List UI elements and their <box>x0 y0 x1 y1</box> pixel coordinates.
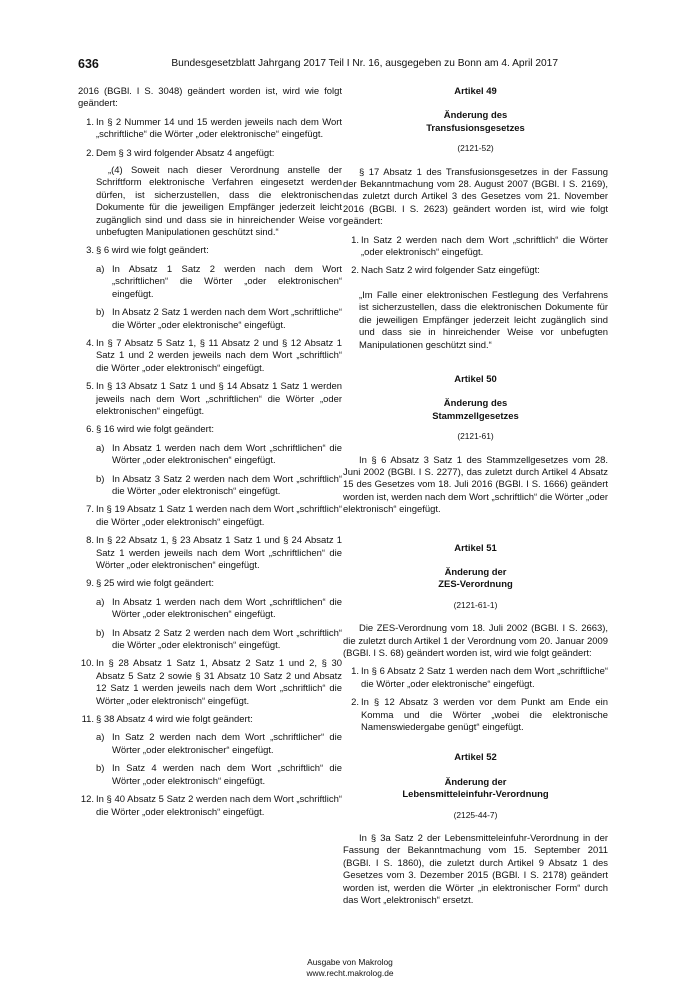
sub-item <box>96 264 342 301</box>
article-51 <box>343 543 608 735</box>
article-code: (2125-44-7) <box>453 809 498 820</box>
list-item <box>78 424 342 498</box>
list-item <box>78 338 342 375</box>
item-number: 11. <box>81 714 94 726</box>
item-number: 1. <box>351 666 359 678</box>
list-item <box>343 235 608 260</box>
sub-item-text: In Satz 2 werden nach dem Wort „schriftlicher“ die Wörter „oder elektronischer“ eingefügt. <box>112 732 342 756</box>
article-heading: Artikel 51 <box>454 542 497 554</box>
sub-item-letter: a) <box>96 442 105 454</box>
article-intro: Die ZES-Verordnung vom 18. Juli 2002 (BGBl. I S. 2663), die zuletzt durch Artikel 1 der Verordnung vom 20. Januar 2009 (BGBl. I S. 68) geändert worden ist, wird wie folgt geändert: <box>343 623 608 659</box>
item-number: 4. <box>86 337 94 349</box>
item-number: 8. <box>86 535 94 547</box>
item-text: Nach Satz 2 wird folgender Satz eingefügt: <box>361 265 540 277</box>
item-text: In § 22 Absatz 1, § 23 Absatz 1 Satz 1 und § 24 Absatz 1 Satz 1 werden jeweils nach dem Wort „schriftlichen“ die Wörter „oder elektronischen“ eingefügt. <box>96 535 342 571</box>
list-item <box>78 794 342 819</box>
sub-item-text: In Satz 4 werden nach dem Wort „schriftlich“ die Wörter „oder elektronisch“ eingefügt. <box>112 763 342 787</box>
sub-item-letter: a) <box>96 263 105 275</box>
article-50 <box>343 374 608 517</box>
sub-item <box>96 474 342 499</box>
item-text: Dem § 3 wird folgender Absatz 4 angefügt: <box>96 147 275 159</box>
article-title-line: Änderung der <box>444 566 507 578</box>
sub-item <box>96 597 342 622</box>
sub-item <box>96 732 342 757</box>
article-intro: In § 3a Satz 2 der Lebensmitteleinfuhr-Verordnung in der Fassung der Bekanntmachung vom 15. September 2011 (BGBl. I S. 1860), die zuletzt durch Artikel 9 Absatz 1 des Gesetzes vom 3. Dezember 2015 (BGBl. I S. 2178) geändert worden ist, werden die Wörter „in elektronischer Form“ durch das Wort „elektronisch“ ersetzt. <box>343 833 608 907</box>
sub-item <box>96 307 342 332</box>
item-text: § 25 wird wie folgt geändert: <box>96 578 215 590</box>
list-item <box>78 714 342 788</box>
article-heading: Artikel 50 <box>454 373 497 385</box>
list-item <box>343 697 608 734</box>
sub-item-letter: b) <box>96 473 105 485</box>
page-header <box>78 57 558 75</box>
sub-item-letter: b) <box>96 627 105 639</box>
list-item <box>78 535 342 572</box>
article-code: (2121-52) <box>457 143 494 154</box>
article-code: (2121-61-1) <box>453 599 498 610</box>
page-number: 636 <box>78 57 99 71</box>
quoted-text: „(4) Soweit nach dieser Verordnung anstelle der Schriftform elektronische Verfahren eingesetzt werden dürfen, ist sicherzustellen, dass die elektronischen Dokumente für die jeweiligen Empfänger jederzeit leicht zugänglich sind und dass sie in hinreichender Weise vor unbefugten Manipulationen geschützt sind.“ <box>96 165 342 239</box>
article-title-line: Änderung des <box>443 110 508 122</box>
item-number: 1. <box>351 234 359 246</box>
item-number: 9. <box>86 578 94 590</box>
quoted-text: „Im Falle einer elektronischen Festlegung des Verfahrens ist sicherzustellen, dass die elektronischen Dokumente für die jeweiligen Empfänger jederzeit leicht zugänglich sind und dass sie in hinreichender Weise vor unbefugten Manipulationen geschützt sind.“ <box>359 289 608 351</box>
item-text: In § 12 Absatz 3 werden vor dem Punkt am Ende ein Komma und die Wörter „wobei die elektronische Namenswiedergabe genügt“ eingefügt. <box>361 697 608 734</box>
item-number: 6. <box>86 424 94 436</box>
item-number: 5. <box>86 381 94 393</box>
item-text: In § 6 Absatz 2 Satz 1 werden nach dem Wort „schriftliche“ die Wörter „oder elektronische“ eingefügt. <box>361 666 608 690</box>
header-title: Bundesgesetzblatt Jahrgang 2017 Teil I Nr. 16, ausgegeben zu Bonn am 4. April 2017 <box>171 58 558 69</box>
footer-url: www.recht.makrolog.de <box>306 967 394 978</box>
list-item <box>78 117 342 142</box>
intro-paragraph: 2016 (BGBl. I S. 3048) geändert worden ist, wird wie folgt geändert: <box>78 86 342 110</box>
article-code: (2121-61) <box>457 431 494 442</box>
list-item <box>78 658 342 708</box>
article-title-line: Änderung des <box>443 398 508 410</box>
item-text: In § 28 Absatz 1 Satz 1, Absatz 2 Satz 1 und 2, § 30 Absatz 5 Satz 2 sowie § 31 Absatz 10 Satz 2 und Absatz 12 Satz 1 werden jeweils nach dem Wort „schriftlich“ die Wörter „oder elektronisch“ eingefügt. <box>96 658 342 707</box>
article-intro: In § 6 Absatz 3 Satz 1 des Stammzellgesetzes vom 28. Juni 2002 (BGBl. I S. 2277), das zuletzt durch Artikel 4 Absatz 15 des Gesetzes vom 18. Juli 2016 (BGBl. I S. 1666) geändert worden ist, werden nach dem Wort „schriftlich“ die Wörter „oder elektronisch“ eingefügt. <box>343 454 608 516</box>
sub-item-letter: b) <box>96 307 105 319</box>
item-number: 10. <box>80 658 94 670</box>
footer-publisher: Ausgabe von Makrolog <box>307 957 393 967</box>
item-number: 2. <box>86 147 94 159</box>
sub-item-letter: a) <box>96 732 105 744</box>
list-item <box>343 265 608 277</box>
article-52 <box>343 752 608 907</box>
list-item <box>78 148 342 240</box>
sub-item-text: In Absatz 1 Satz 2 werden nach dem Wort „schriftlichen“ die Wörter „oder elektronischen“ eingefügt. <box>112 263 342 300</box>
item-number: 1. <box>86 116 94 128</box>
article-intro: § 17 Absatz 1 des Transfusionsgesetzes in der Fassung der Bekanntmachung vom 28. August 2007 (BGBl. I S. 2169), das zuletzt durch Artikel 3 des Gesetzes vom 21. November 2016 (BGBl. I S. 2623) geändert worden ist, wird wie folgt geändert: <box>343 166 608 228</box>
article-49 <box>343 86 608 352</box>
article-heading: Artikel 52 <box>454 752 497 764</box>
sub-item-letter: b) <box>96 763 105 775</box>
right-column <box>343 86 608 916</box>
item-text: In § 19 Absatz 1 Satz 1 werden nach dem Wort „schriftlich“ die Wörter „oder elektronisch“ eingefügt. <box>96 504 342 528</box>
list-item <box>78 245 342 331</box>
list-item <box>78 504 342 529</box>
sub-item-text: In Absatz 2 Satz 1 werden nach dem Wort „schriftliche“ die Wörter „oder elektronische“ eingefügt. <box>112 307 342 331</box>
item-text: § 38 Absatz 4 wird wie folgt geändert: <box>96 714 253 726</box>
item-number: 7. <box>86 504 94 516</box>
item-number: 2. <box>351 265 359 277</box>
sub-item-text: In Absatz 3 Satz 2 werden nach dem Wort „schriftlich“ die Wörter „oder elektronisch“ eingefügt. <box>112 473 342 497</box>
list-item <box>78 578 342 652</box>
article-heading: Artikel 49 <box>454 86 497 97</box>
sub-item <box>96 443 342 468</box>
page-footer <box>0 957 700 978</box>
item-text: In Satz 2 werden nach dem Wort „schriftlich“ die Wörter „oder elektronisch“ eingefügt. <box>361 234 608 259</box>
item-text: In § 40 Absatz 5 Satz 2 werden nach dem Wort „schriftlich“ die Wörter „oder elektronisch“ eingefügt. <box>96 794 342 818</box>
article-title-line: ZES-Verordnung <box>438 579 513 591</box>
left-column <box>78 86 342 819</box>
item-number: 2. <box>351 697 359 709</box>
item-text: In § 13 Absatz 1 Satz 1 und § 14 Absatz 1 Satz 1 werden jeweils nach dem Wort „schriftlichen“ die Wörter „oder elektronischen“ eingefügt. <box>96 381 342 417</box>
item-text: § 6 wird wie folgt geändert: <box>96 245 209 257</box>
item-number: 12. <box>80 794 94 806</box>
item-text: § 16 wird wie folgt geändert: <box>96 424 215 436</box>
article-title-line: Änderung der <box>444 776 507 788</box>
list-item <box>78 381 342 418</box>
article-title-line: Transfusionsgesetzes <box>426 122 525 134</box>
sub-item-text: In Absatz 1 werden nach dem Wort „schriftlichen“ die Wörter „oder elektronischen“ eingefügt. <box>112 442 342 467</box>
sub-item-text: In Absatz 1 werden nach dem Wort „schriftlichen“ die Wörter „oder elektronischen“ eingefügt. <box>112 596 342 621</box>
sub-item <box>96 763 342 788</box>
sub-item <box>96 628 342 653</box>
sub-item-text: In Absatz 2 Satz 2 werden nach dem Wort „schriftlich“ die Wörter „oder elektronisch“ eingefügt. <box>112 627 342 652</box>
item-text: In § 2 Nummer 14 und 15 werden jeweils nach dem Wort „schriftliche“ die Wörter „oder elektronische“ eingefügt. <box>96 116 342 141</box>
sub-item-letter: a) <box>96 596 105 608</box>
item-number: 3. <box>86 245 94 257</box>
article-title-line: Stammzellgesetzes <box>432 410 519 422</box>
list-item <box>343 666 608 691</box>
item-text: In § 7 Absatz 5 Satz 1, § 11 Absatz 2 und § 12 Absatz 1 Satz 1 und 2 werden jeweils nach dem Wort „schriftlich“ die Wörter „oder elektronisch“ eingefügt. <box>96 337 342 374</box>
article-title-line: Lebensmitteleinfuhr-Verordnung <box>402 789 549 801</box>
